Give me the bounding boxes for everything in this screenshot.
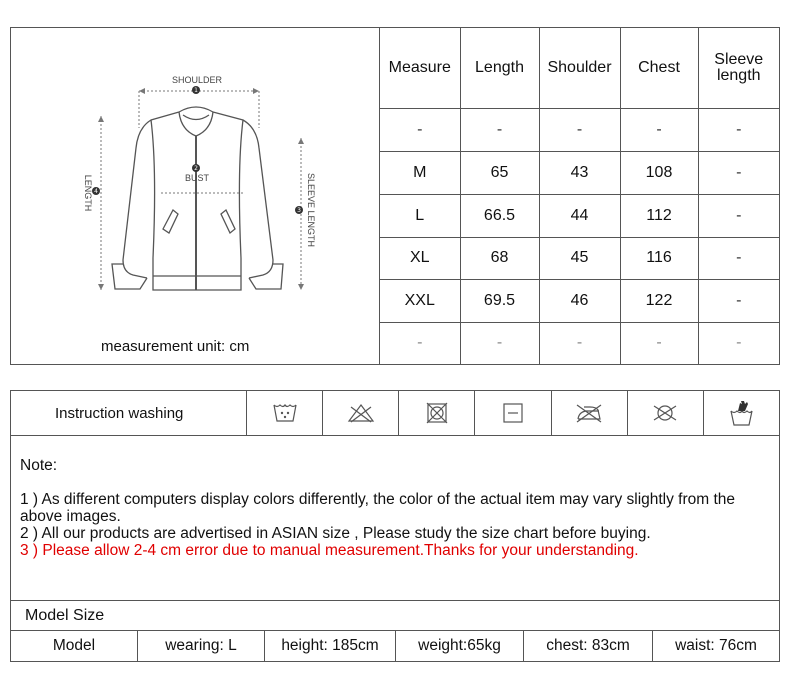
model-cell: weight:65kg [396, 631, 524, 661]
jacket-diagram [11, 28, 380, 364]
length-label: LENGTH [83, 174, 93, 212]
marker-3: 3 [297, 207, 301, 214]
size-table-header [380, 28, 779, 108]
model-cell: height: 185cm [265, 631, 396, 661]
note-line-warning: 3 ) Please allow 2-4 cm error due to manual measurement.Thanks for your understanding. [20, 542, 639, 559]
table-cell: 65 [460, 151, 539, 194]
model-cell: waist: 76cm [675, 637, 757, 654]
washing-instructions [10, 390, 780, 436]
table-cell: - [380, 322, 460, 364]
header-measure: Measure [380, 28, 460, 108]
marker-4: 4 [94, 188, 98, 195]
table-cell: 46 [539, 279, 620, 322]
table-cell: 122 [620, 279, 698, 322]
marker-2: 2 [194, 165, 198, 172]
note-line: 2 ) All our products are advertised in ASIAN size , Please study the size chart before buying. [20, 525, 651, 542]
model-cell: chest: 83cm [524, 631, 653, 661]
do-not-dry-clean-icon [628, 391, 704, 435]
table-cell: - [736, 334, 742, 352]
table-cell: - [539, 108, 620, 151]
measurement-unit: measurement unit: cm [101, 338, 250, 355]
table-cell: 112 [620, 194, 698, 237]
table-cell: 66.5 [460, 194, 539, 237]
table-row [380, 108, 779, 151]
table-cell: L [380, 194, 460, 237]
do-not-iron-icon [552, 391, 628, 435]
bust-label: BUST [184, 173, 210, 183]
table-cell: - [380, 108, 460, 151]
model-cell: Model [11, 631, 138, 661]
table-row [380, 279, 779, 322]
table-row [380, 151, 779, 194]
table-cell: 69.5 [460, 279, 539, 322]
table-cell: 43 [539, 151, 620, 194]
table-cell: 44 [539, 194, 620, 237]
do-not-tumble-dry-icon [399, 391, 475, 435]
table-cell: - [460, 322, 539, 364]
marker-1: 1 [194, 87, 198, 94]
jacket-outline-icon [11, 28, 381, 328]
size-table [380, 28, 779, 364]
shoulder-label: SHOULDER [171, 75, 223, 85]
note-line: 1 ) As different computers display colors differently, the color of the actual item may vary slightly from the above images. [20, 491, 736, 525]
table-cell: M [380, 151, 460, 194]
header-shoulder: Shoulder [539, 28, 620, 108]
hand-wash-30-icon [247, 391, 323, 435]
header-length: Length [460, 28, 539, 108]
table-cell: XL [380, 237, 460, 279]
table-row [380, 237, 779, 279]
do-not-bleach-icon [323, 391, 399, 435]
table-row [380, 322, 779, 364]
model-cell: wearing: L [138, 631, 265, 661]
table-cell: 108 [620, 151, 698, 194]
table-cell: - [698, 194, 779, 237]
header-sleeve-length: Sleeve length [698, 28, 779, 108]
table-cell: XXL [380, 279, 460, 322]
table-cell: 116 [620, 237, 698, 279]
table-cell: 45 [539, 237, 620, 279]
table-cell: - [620, 108, 698, 151]
hand-wash-icon [704, 391, 779, 435]
table-cell: - [698, 279, 779, 322]
dry-flat-icon [475, 391, 551, 435]
table-cell: - [539, 322, 620, 364]
table-cell: - [698, 237, 779, 279]
size-chart [10, 27, 780, 365]
model-size-title: Model Size [10, 600, 780, 631]
table-cell: - [698, 151, 779, 194]
table-cell: - [460, 108, 539, 151]
note-title: Note: [20, 457, 58, 474]
header-chest: Chest [620, 28, 698, 108]
table-row [380, 194, 779, 237]
note-section [10, 435, 780, 601]
table-cell: - [698, 108, 779, 151]
washing-label: Instruction washing [11, 391, 247, 435]
model-size-row [10, 630, 780, 662]
table-cell: - [620, 322, 698, 364]
sleeve-length-label: SLEEVE LENGTH [306, 172, 316, 248]
table-cell: 68 [460, 237, 539, 279]
